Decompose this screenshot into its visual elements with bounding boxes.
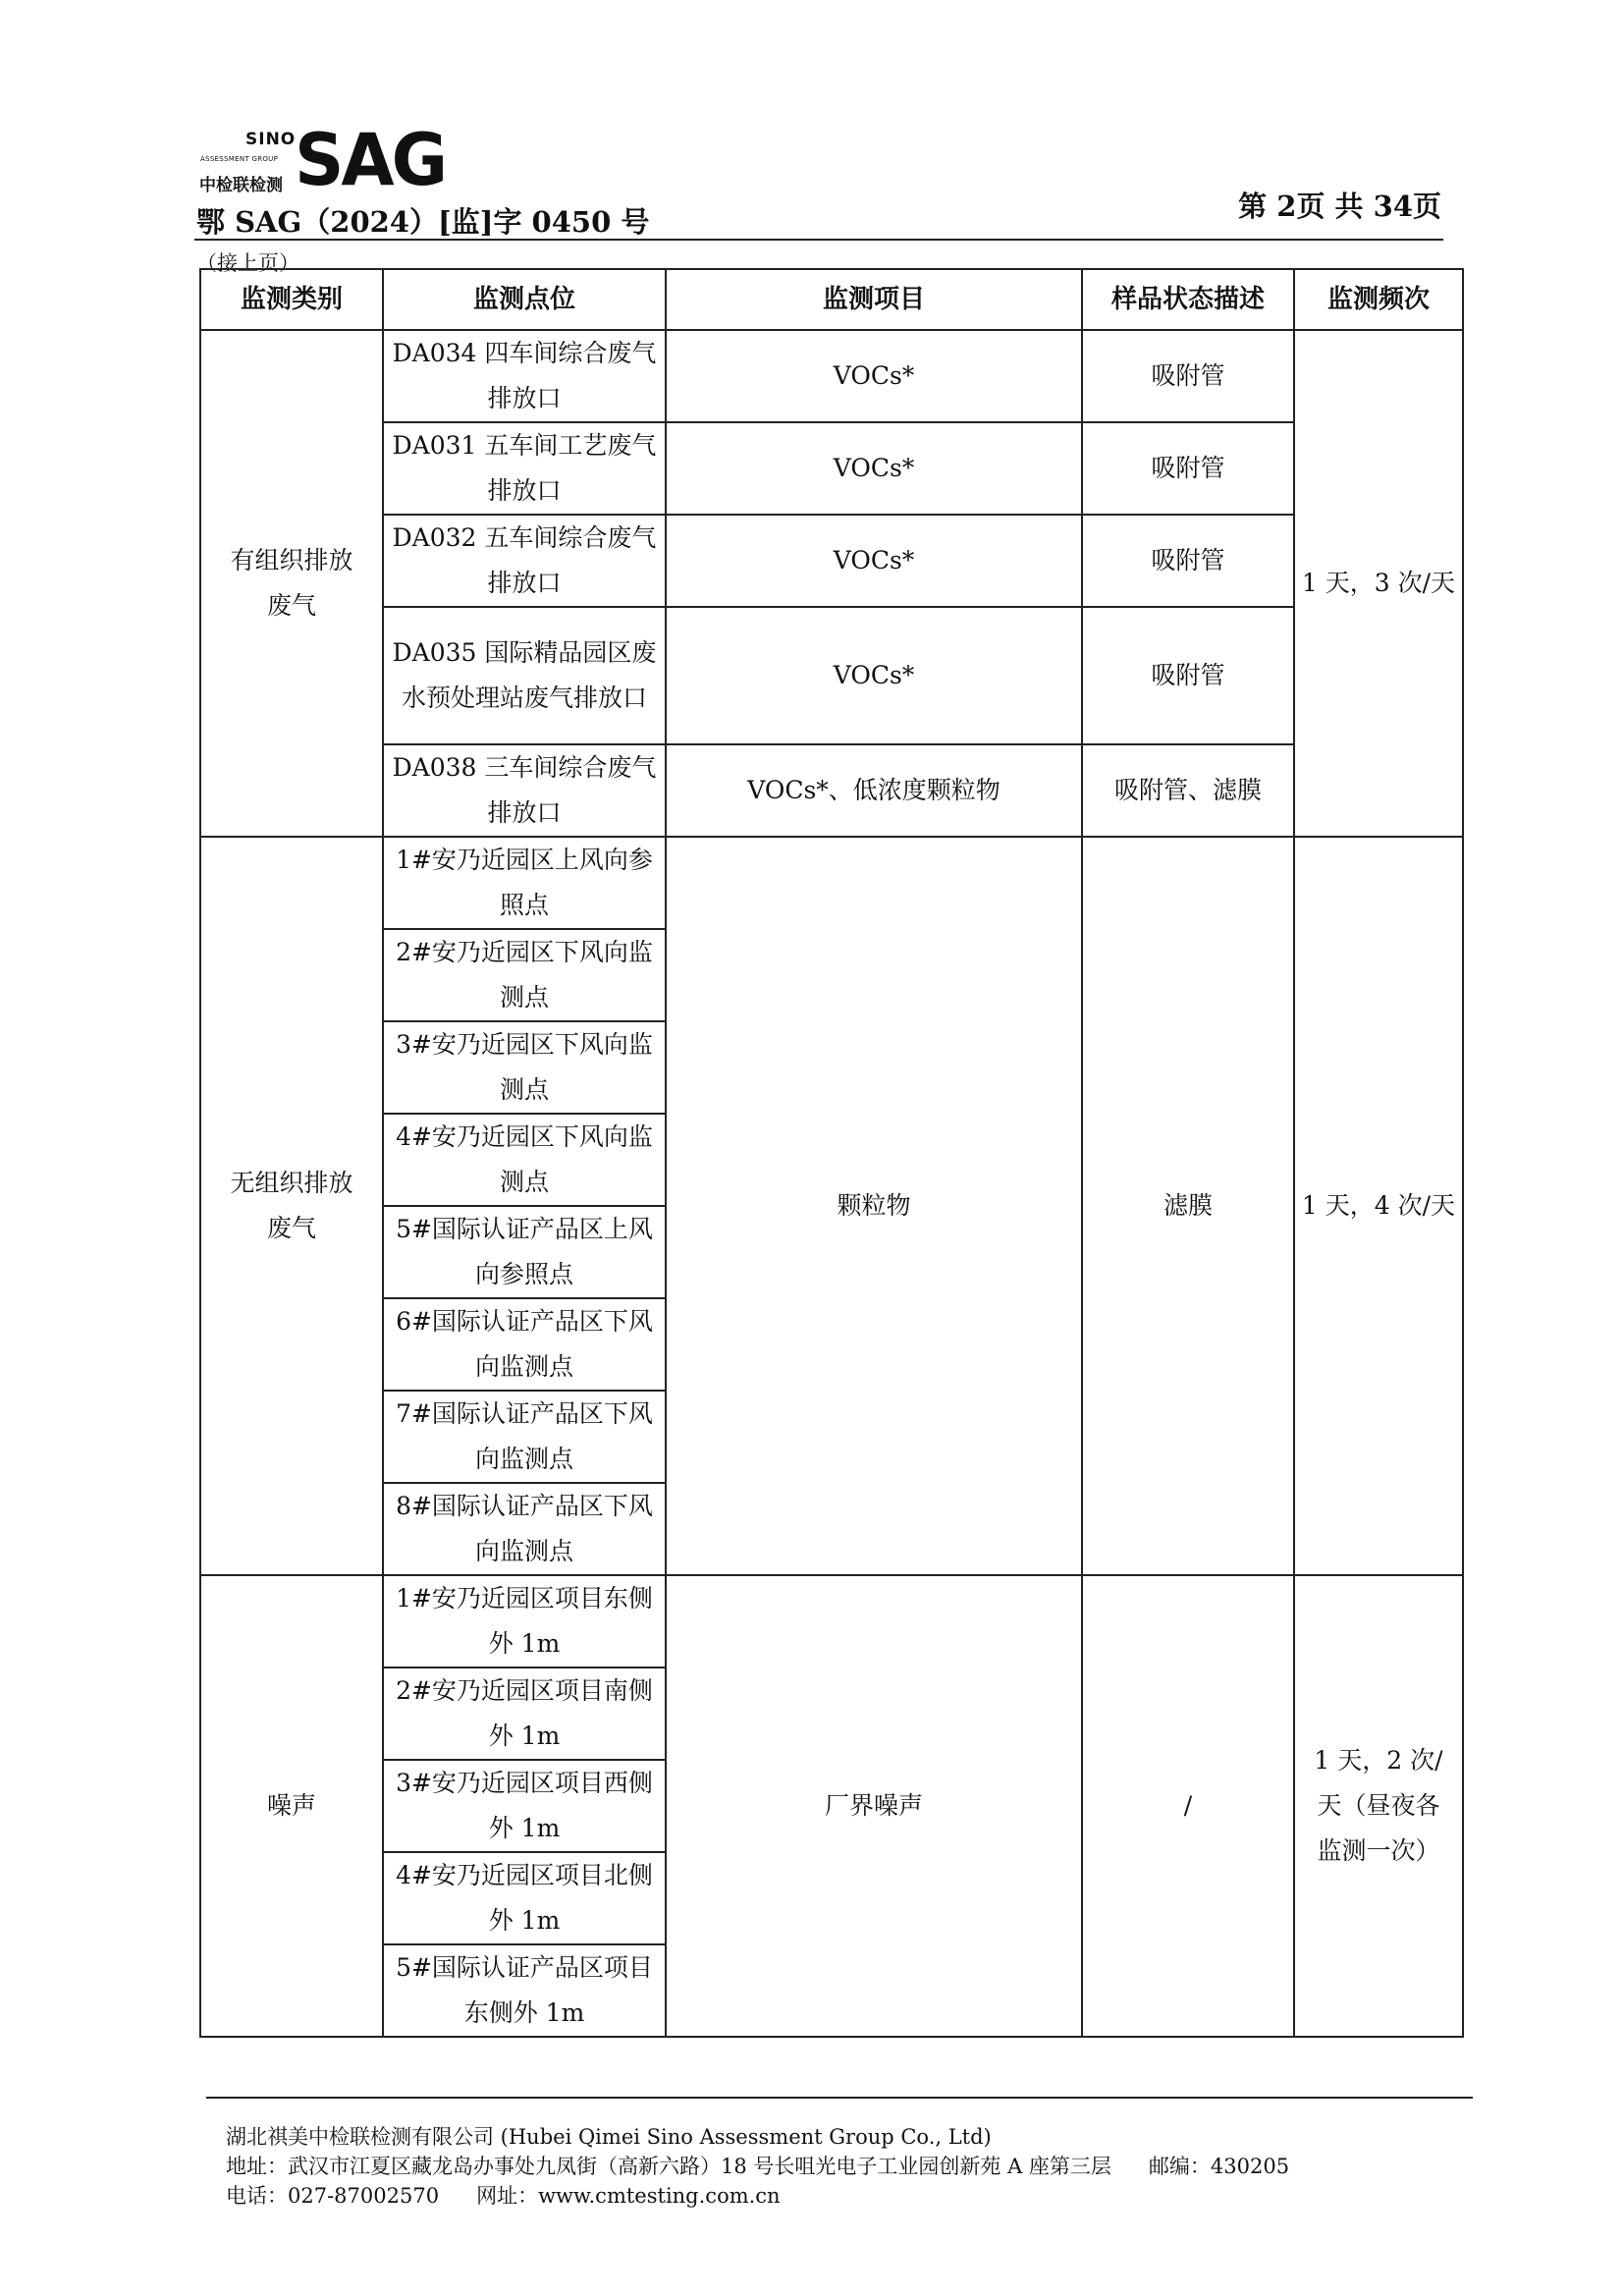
footer-address: 地址：武汉市江夏区藏龙岛办事处九凤街（高新六路）18 号长咀光电子工业园创新苑 A 座第三层	[226, 2155, 1111, 2178]
item-cell: VOCs*	[666, 422, 1082, 515]
point-cell: 5#国际认证产品区项目东侧外 1m	[383, 1944, 666, 2037]
footer-company: 湖北祺美中检联检测有限公司 (Hubei Qimei Sino Assessment Group Co., Ltd)	[226, 2125, 992, 2149]
footer-phone: 电话：027-87002570	[226, 2184, 440, 2208]
point-cell: 2#安乃近园区下风向监测点	[383, 929, 666, 1021]
header-point: 监测点位	[383, 269, 666, 330]
header-item: 监测项目	[666, 269, 1082, 330]
point-cell: 8#国际认证产品区下风向监测点	[383, 1483, 666, 1575]
item-cell: VOCs*	[666, 330, 1082, 422]
document-number: 鄂 SAG（2024）[监]字 0450 号	[196, 205, 650, 239]
monitoring-table	[199, 268, 1464, 2038]
footer-rule	[206, 2097, 1473, 2099]
item-cell: VOCs*	[666, 515, 1082, 607]
logo-sag-text: SAG	[295, 117, 446, 203]
sample-cell: 吸附管、滤膜	[1082, 744, 1294, 837]
point-cell: 3#安乃近园区项目西侧外 1m	[383, 1760, 666, 1852]
item-cell: VOCs*	[666, 607, 1082, 744]
point-cell: DA032 五车间综合废气排放口	[383, 515, 666, 607]
point-cell: DA035 国际精品园区废水预处理站废气排放口	[383, 607, 666, 744]
point-cell: 3#安乃近园区下风向监测点	[383, 1021, 666, 1114]
footer-website: 网址：www.cmtesting.com.cn	[476, 2184, 781, 2208]
logo-group-text: ASSESSMENT GROUP	[200, 155, 279, 163]
table-row	[200, 744, 1463, 837]
point-cell: 5#国际认证产品区上风向参照点	[383, 1206, 666, 1298]
frequency-cell: 1 天，3 次/天	[1294, 330, 1463, 837]
sample-cell: 吸附管	[1082, 422, 1294, 515]
sample-cell: 吸附管	[1082, 607, 1294, 744]
table-row	[200, 422, 1463, 515]
item-cell: 颗粒物	[666, 837, 1082, 1575]
continued-note: （接上页）	[196, 251, 299, 275]
point-cell: 1#安乃近园区项目东侧外 1m	[383, 1575, 666, 1667]
item-cell: 厂界噪声	[666, 1575, 1082, 2037]
point-cell: 7#国际认证产品区下风向监测点	[383, 1391, 666, 1483]
category-cell: 有组织排放废气	[200, 330, 383, 837]
point-cell: 6#国际认证产品区下风向监测点	[383, 1298, 666, 1391]
category-cell: 无组织排放废气	[200, 837, 383, 1575]
point-cell: DA038 三车间综合废气排放口	[383, 744, 666, 837]
header-category: 监测类别	[200, 269, 383, 330]
point-cell: 4#安乃近园区项目北侧外 1m	[383, 1852, 666, 1944]
sample-cell: 吸附管	[1082, 330, 1294, 422]
logo-sino-text: SINO	[245, 130, 297, 149]
sample-cell: 滤膜	[1082, 837, 1294, 1575]
table-row	[200, 837, 1463, 929]
frequency-cell: 1 天，4 次/天	[1294, 837, 1463, 1575]
header-frequency: 监测频次	[1294, 269, 1463, 330]
footer-contact-line	[226, 2180, 781, 2210]
category-cell: 噪声	[200, 1575, 383, 2037]
point-cell: 4#安乃近园区下风向监测点	[383, 1114, 666, 1206]
sample-cell: /	[1082, 1575, 1294, 2037]
logo-cn-text: 中检联检测	[199, 176, 283, 195]
point-cell: DA034 四车间综合废气排放口	[383, 330, 666, 422]
table-row	[200, 607, 1463, 744]
sample-cell: 吸附管	[1082, 515, 1294, 607]
point-cell: DA031 五车间工艺废气排放口	[383, 422, 666, 515]
table-row	[200, 330, 1463, 422]
point-cell: 1#安乃近园区上风向参照点	[383, 837, 666, 929]
table-row	[200, 515, 1463, 607]
point-cell: 2#安乃近园区项目南侧外 1m	[383, 1667, 666, 1760]
table-row	[200, 1575, 1463, 1667]
header-sample: 样品状态描述	[1082, 269, 1294, 330]
page-info: 第 2页 共 34页	[1238, 190, 1441, 223]
footer-postcode: 邮编：430205	[1148, 2155, 1290, 2178]
table-header-row	[200, 269, 1463, 330]
header-rule	[194, 239, 1443, 241]
frequency-cell: 1 天，2 次/天（昼夜各监测一次）	[1294, 1575, 1463, 2037]
item-cell: VOCs*、低浓度颗粒物	[666, 744, 1082, 837]
footer-address-line	[226, 2151, 1289, 2180]
